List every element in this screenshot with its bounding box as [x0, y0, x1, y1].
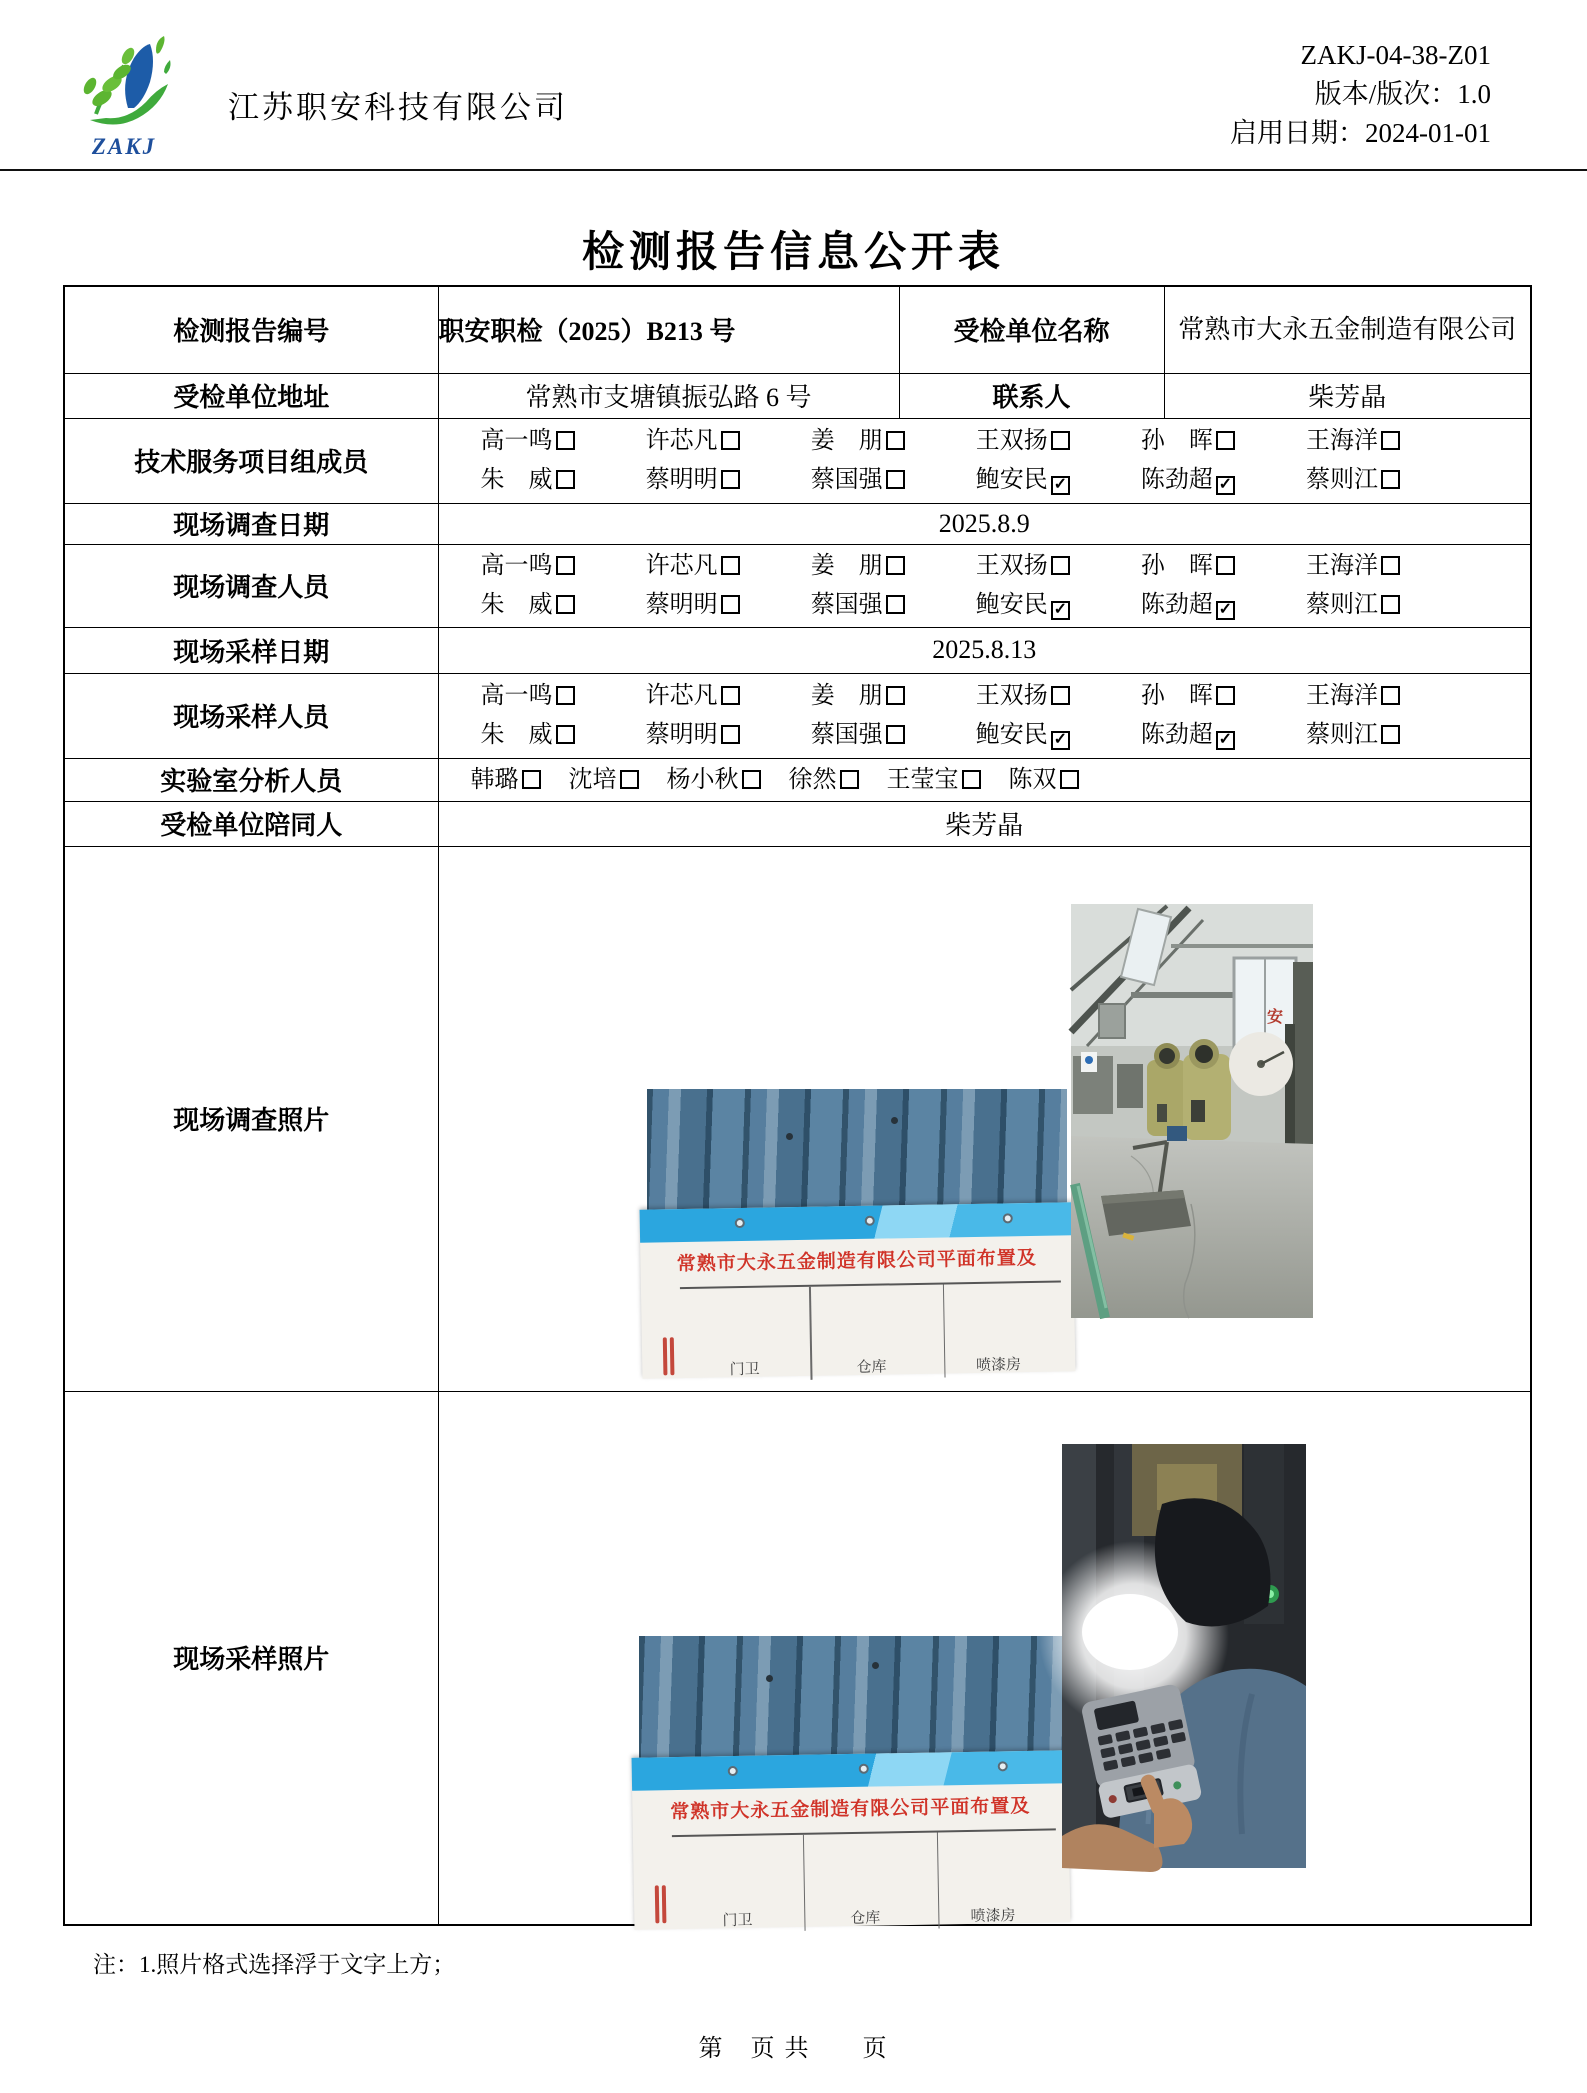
- document-code: ZAKJ-04-38-Z01: [1300, 40, 1491, 70]
- person-name: 王双扬: [975, 428, 1048, 454]
- checkbox-unchecked: [1381, 556, 1400, 575]
- factory-illustration: [1071, 904, 1313, 1318]
- checkbox-unchecked: [1216, 556, 1235, 575]
- person-name: 杨小秋: [666, 766, 739, 793]
- screw-dot: [786, 1133, 793, 1140]
- table-row: [64, 544, 1531, 627]
- table-row: [64, 758, 1531, 801]
- person-item: [1306, 551, 1400, 581]
- checkbox-unchecked: [556, 556, 575, 575]
- person-item: [1009, 765, 1079, 795]
- address-label: 受检单位地址: [64, 373, 438, 418]
- table-row: [64, 801, 1531, 846]
- person-item: [1141, 681, 1235, 711]
- person-name: 王海洋: [1305, 553, 1378, 579]
- vent-unit: [1099, 1004, 1125, 1038]
- table-row: [64, 373, 1531, 418]
- person-item: [811, 720, 905, 750]
- checkbox-unchecked: [1381, 431, 1400, 450]
- members-cell: [438, 418, 1531, 503]
- person-name: 陈双: [1008, 766, 1057, 793]
- person-name: 朱 威: [480, 467, 553, 493]
- person-item: [646, 551, 740, 581]
- table-row: [64, 673, 1531, 758]
- members-grid: [439, 426, 1531, 495]
- report-no-value: 职安职检（2025）B213 号: [438, 286, 899, 373]
- survey-date-value: 2025.8.9: [438, 503, 1531, 544]
- plan-signboard: [639, 1202, 1074, 1379]
- logo-leaf: [164, 60, 171, 74]
- person-name: 王海洋: [1305, 683, 1378, 709]
- person-item: [1306, 681, 1400, 711]
- person-item: [1141, 720, 1235, 750]
- person-item: [1306, 465, 1400, 495]
- screw-dot: [858, 1764, 868, 1774]
- footnote: 注：1.照片格式选择浮于文字上方；: [93, 1952, 456, 1977]
- sampling-people-cell: [438, 673, 1531, 758]
- plan-label: 喷漆房: [975, 1357, 1021, 1375]
- sign-blue-band: [639, 1202, 1072, 1243]
- checkbox-unchecked: [840, 770, 859, 789]
- person-item: [1306, 720, 1400, 750]
- sampling-illustration: [1062, 1444, 1306, 1868]
- screw-dot: [735, 1218, 745, 1228]
- survey-photos-label: 现场调查照片: [64, 846, 438, 1391]
- checkbox-checked: ✓: [1051, 601, 1070, 620]
- person-name: 许芯凡: [645, 553, 718, 579]
- checkbox-unchecked: [1216, 686, 1235, 705]
- person-name: 蔡则江: [1305, 467, 1378, 493]
- person-name: 蔡则江: [1305, 592, 1378, 618]
- person-name: 蔡则江: [1305, 722, 1378, 748]
- checkbox-checked: ✓: [1216, 601, 1235, 620]
- person-item: [646, 426, 740, 456]
- checkbox-unchecked: [556, 431, 575, 450]
- person-item: [481, 590, 575, 620]
- person-name: 朱 威: [480, 592, 553, 618]
- table-row: [64, 503, 1531, 544]
- person-item: [976, 465, 1070, 495]
- screw-dot: [727, 1766, 737, 1776]
- plan-red-mark: [662, 1337, 667, 1375]
- checkbox-unchecked: [886, 556, 905, 575]
- screw-dot: [997, 1762, 1007, 1772]
- screw-dot: [1003, 1213, 1013, 1223]
- survey-people-grid: [439, 551, 1531, 620]
- person-name: 许芯凡: [645, 683, 718, 709]
- checkbox-unchecked: [1381, 470, 1400, 489]
- checkbox-checked: ✓: [1051, 476, 1070, 495]
- page-number-footer: 第 页 共 页: [698, 2036, 889, 2062]
- survey-photo-factory: [1071, 904, 1313, 1318]
- checkbox-unchecked: [721, 725, 740, 744]
- sampling-people-grid: [439, 681, 1531, 750]
- person-name: 陈劲超: [1140, 467, 1213, 493]
- address-value: 常熟市支塘镇振弘路 6 号: [438, 373, 899, 418]
- checkbox-checked: ✓: [1216, 731, 1235, 750]
- plan-labels: [681, 1353, 1062, 1381]
- person-name: 鲍安民: [975, 592, 1048, 618]
- person-name: 高一鸣: [480, 553, 553, 579]
- report-no-label: 检测报告编号: [64, 286, 438, 373]
- checkbox-checked: ✓: [1051, 731, 1070, 750]
- person-name: 孙 晖: [1140, 553, 1213, 579]
- checkbox-unchecked: [1051, 686, 1070, 705]
- checkbox-unchecked: [556, 686, 575, 705]
- blue-corrugated-wall: [639, 1636, 1062, 1766]
- person-item: [481, 426, 575, 456]
- person-item: [976, 681, 1070, 711]
- members-row-1: [439, 426, 1531, 456]
- logo-caption: ZAKJ: [91, 134, 157, 159]
- person-name: 朱 威: [480, 722, 553, 748]
- person-item: [1306, 426, 1400, 456]
- company-name: 江苏职安科技有限公司: [228, 90, 568, 125]
- checkbox-unchecked: [1381, 725, 1400, 744]
- person-item: [646, 681, 740, 711]
- plan-label: 喷漆房: [970, 1908, 1016, 1925]
- table-row: [64, 418, 1531, 503]
- person-name: 姜 朋: [810, 428, 883, 454]
- survey-people-row-1: [439, 551, 1531, 581]
- person-name: 许芯凡: [645, 428, 718, 454]
- person-item: [811, 551, 905, 581]
- wall-character: 安: [1267, 1009, 1284, 1026]
- lab-people-cell: [438, 758, 1531, 801]
- person-name: 陈劲超: [1140, 592, 1213, 618]
- checkbox-unchecked: [1051, 556, 1070, 575]
- checkbox-unchecked: [721, 556, 740, 575]
- person-item: [481, 551, 575, 581]
- survey-people-cell: [438, 544, 1531, 627]
- person-name: 徐然: [788, 766, 837, 793]
- document-enable-date: 启用日期：2024-01-01: [1230, 118, 1491, 148]
- plan-red-mark: [655, 1886, 660, 1924]
- sampling-photos-label: 现场采样照片: [64, 1391, 438, 1925]
- person-item: [811, 426, 905, 456]
- blue-bin: [1167, 1126, 1187, 1141]
- person-item: [1141, 465, 1235, 495]
- person-name: 王双扬: [975, 683, 1048, 709]
- page-title: 检测报告信息公开表: [581, 230, 1005, 276]
- person-name: 鲍安民: [975, 722, 1048, 748]
- plan-labels: [673, 1903, 1057, 1931]
- escort-label: 受检单位陪同人: [64, 801, 438, 846]
- plan-label: 门卫: [729, 1361, 760, 1379]
- plan-signboard: [631, 1751, 1070, 1930]
- screw-dot: [872, 1662, 879, 1669]
- person-name: 鲍安民: [975, 467, 1048, 493]
- person-name: 沈培: [568, 766, 617, 793]
- person-item: [471, 765, 541, 795]
- person-name: 蔡国强: [810, 592, 883, 618]
- sampling-date-value: 2025.8.13: [438, 627, 1531, 673]
- punch-press: [1147, 1060, 1187, 1136]
- document-meta: [1230, 36, 1491, 153]
- person-item: [976, 590, 1070, 620]
- person-name: 王海洋: [1305, 428, 1378, 454]
- sign-caption: 常熟市大永五金制造有限公司平面布置及: [676, 1247, 1037, 1275]
- person-item: [976, 720, 1070, 750]
- checkbox-unchecked: [886, 686, 905, 705]
- escort-value: 柴芳晶: [438, 801, 1531, 846]
- person-name: 高一鸣: [480, 683, 553, 709]
- person-item: [789, 765, 859, 795]
- person-item: [811, 681, 905, 711]
- plan-label: 门卫: [722, 1912, 753, 1930]
- person-item: [811, 590, 905, 620]
- contact-value: 柴芳晶: [1164, 373, 1531, 418]
- sign-blue-band: [631, 1751, 1067, 1792]
- screw-dot: [766, 1675, 773, 1682]
- plan-label: 仓库: [856, 1359, 887, 1377]
- person-name: 王莹宝: [886, 766, 959, 793]
- survey-date-label: 现场调查日期: [64, 503, 438, 544]
- person-item: [811, 465, 905, 495]
- survey-people-row-2: [439, 590, 1531, 620]
- checkbox-checked: ✓: [1216, 476, 1235, 495]
- members-label: 技术服务项目组成员: [64, 418, 438, 503]
- plan-label: 仓库: [849, 1910, 881, 1928]
- person-name: 蔡明明: [645, 722, 718, 748]
- checkbox-unchecked: [962, 770, 981, 789]
- checkbox-unchecked: [721, 470, 740, 489]
- lab-people-label: 实验室分析人员: [64, 758, 438, 801]
- survey-photo-sign: [647, 1089, 1067, 1379]
- checkbox-unchecked: [721, 595, 740, 614]
- person-name: 蔡明明: [645, 467, 718, 493]
- logo-leaf: [156, 36, 165, 54]
- person-item: [569, 765, 639, 795]
- person-item: [646, 590, 740, 620]
- contact-label: 联系人: [899, 373, 1164, 418]
- checkbox-unchecked: [886, 431, 905, 450]
- person-name: 陈劲超: [1140, 722, 1213, 748]
- document-version: 版本/版次：1.0: [1314, 79, 1491, 109]
- checkbox-unchecked: [556, 725, 575, 744]
- company-logo: [76, 34, 172, 136]
- person-name: 孙 晖: [1140, 428, 1213, 454]
- person-item: [1306, 590, 1400, 620]
- blue-corrugated-wall: [647, 1089, 1067, 1217]
- checkbox-unchecked: [1216, 431, 1235, 450]
- person-item: [976, 551, 1070, 581]
- lab-people-row: [439, 765, 1531, 795]
- person-name: 王双扬: [975, 553, 1048, 579]
- checkbox-unchecked: [556, 595, 575, 614]
- person-item: [646, 720, 740, 750]
- person-item: [1141, 426, 1235, 456]
- members-row-2: [439, 465, 1531, 495]
- person-item: [1141, 551, 1235, 581]
- logo-leaf: [81, 76, 99, 97]
- person-item: [481, 720, 575, 750]
- person-name: 韩璐: [470, 766, 519, 793]
- person-name: 姜 朋: [810, 683, 883, 709]
- person-item: [887, 765, 981, 795]
- checkbox-unchecked: [620, 770, 639, 789]
- sampling-people-row-1: [439, 681, 1531, 711]
- sign-caption: 常熟市大永五金制造有限公司平面布置及: [669, 1796, 1031, 1824]
- floor-plan: [680, 1280, 1062, 1382]
- person-item: [481, 681, 575, 711]
- person-item: [667, 765, 761, 795]
- person-name: 蔡国强: [810, 467, 883, 493]
- checkbox-unchecked: [1051, 431, 1070, 450]
- screw-dot: [891, 1117, 898, 1124]
- screw-dot: [864, 1215, 874, 1225]
- sampling-people-row-2: [439, 720, 1531, 750]
- checkbox-unchecked: [886, 595, 905, 614]
- person-item: [976, 426, 1070, 456]
- checkbox-unchecked: [721, 431, 740, 450]
- survey-people-label: 现场调查人员: [64, 544, 438, 627]
- header-divider: [0, 169, 1587, 171]
- checkbox-unchecked: [1060, 770, 1079, 789]
- table-row: [64, 286, 1531, 373]
- person-name: 姜 朋: [810, 553, 883, 579]
- checkbox-unchecked: [1381, 595, 1400, 614]
- sampling-photo-device: [1062, 1444, 1306, 1868]
- person-name: 蔡明明: [645, 592, 718, 618]
- checkbox-unchecked: [742, 770, 761, 789]
- sampling-photo-sign: [639, 1636, 1062, 1930]
- unit-name-label: 受检单位名称: [899, 286, 1164, 373]
- unit-name-value: 常熟市大永五金制造有限公司: [1164, 286, 1531, 373]
- checkbox-unchecked: [522, 770, 541, 789]
- checkbox-unchecked: [886, 725, 905, 744]
- sampling-people-label: 现场采样人员: [64, 673, 438, 758]
- person-name: 高一鸣: [480, 428, 553, 454]
- floor-plan: [672, 1829, 1057, 1933]
- table-row: [64, 627, 1531, 673]
- person-item: [481, 465, 575, 495]
- person-item: [1141, 590, 1235, 620]
- checkbox-unchecked: [886, 470, 905, 489]
- person-name: 蔡国强: [810, 722, 883, 748]
- checkbox-unchecked: [1381, 686, 1400, 705]
- person-item: [646, 465, 740, 495]
- person-name: 孙 晖: [1140, 683, 1213, 709]
- sampling-date-label: 现场采样日期: [64, 627, 438, 673]
- checkbox-unchecked: [556, 470, 575, 489]
- checkbox-unchecked: [721, 686, 740, 705]
